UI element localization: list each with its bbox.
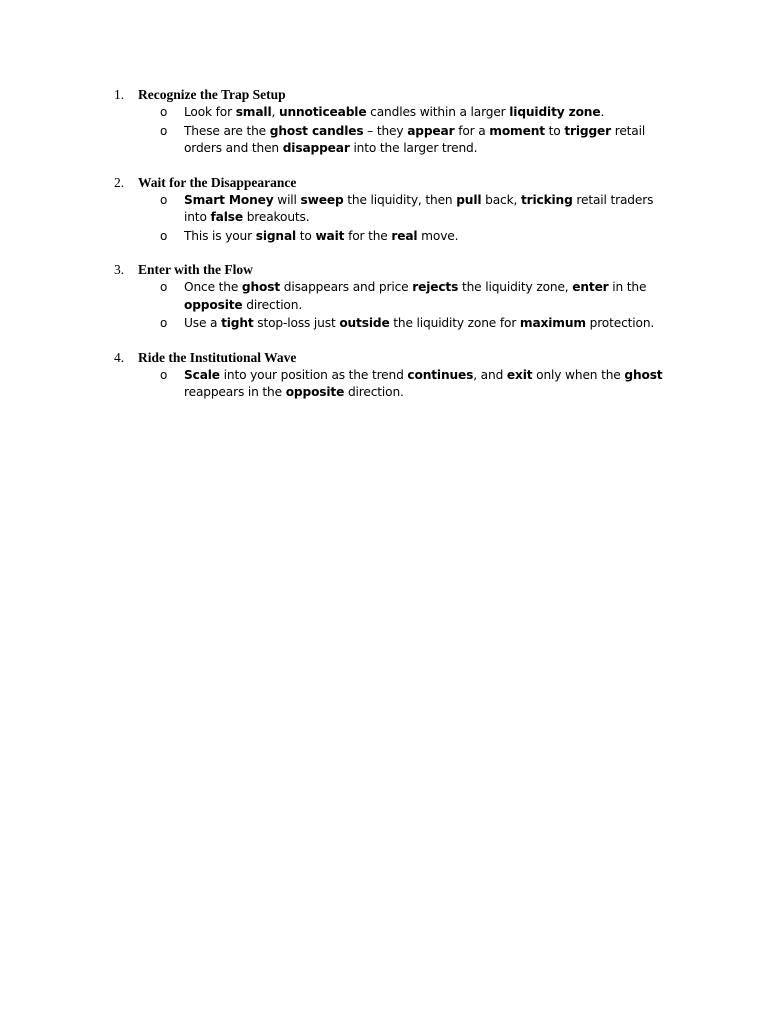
- step-heading: [0, 348, 768, 367]
- bold-term: disappear: [282, 141, 350, 155]
- bold-term: signal: [255, 228, 297, 243]
- step-number: 2.: [114, 174, 125, 190]
- bold-term: continues: [407, 367, 474, 382]
- bullet-item: [0, 123, 676, 158]
- bullet-item: [0, 192, 676, 227]
- numbered-step: [0, 85, 768, 158]
- bold-term: Scale: [184, 367, 220, 382]
- step-title: Wait for the Disappearance: [138, 174, 297, 190]
- bold-term: liquidity zone: [509, 105, 601, 119]
- bold-term: outside: [339, 316, 390, 330]
- bold-term: rejects: [412, 280, 459, 294]
- step-title: Enter with the Flow: [138, 262, 253, 277]
- bullet-circle-icon: o: [160, 280, 168, 294]
- bullet-item: [0, 315, 676, 333]
- text-run: for a: [454, 123, 490, 138]
- bullet-circle-icon: o: [160, 316, 168, 330]
- text-run: ,: [271, 105, 279, 119]
- bold-term: opposite: [184, 297, 243, 312]
- step-title: Recognize the Trap Setup: [138, 87, 286, 102]
- bold-term: tight: [221, 316, 254, 330]
- text-run: Use a: [184, 316, 222, 330]
- text-run: protection.: [585, 316, 655, 330]
- bold-term: tricking: [520, 192, 573, 207]
- bold-term: ghost: [241, 280, 281, 294]
- text-run: back,: [481, 192, 521, 207]
- bullet-list: [0, 279, 768, 333]
- bold-term: sweep: [300, 192, 344, 207]
- bullet-list: [0, 104, 768, 158]
- bold-term: appear: [407, 123, 455, 138]
- bold-term: Smart Money: [184, 192, 274, 207]
- bullet-list: [0, 192, 768, 246]
- bold-term: trigger: [564, 123, 612, 138]
- text-run: – they: [363, 123, 408, 138]
- text-run: breakouts.: [242, 210, 310, 224]
- text-run: retail orders and then: [184, 123, 646, 155]
- step-heading: [0, 173, 768, 192]
- bullet-item: [0, 228, 676, 246]
- text-run: move.: [417, 228, 459, 243]
- text-run: This is your: [184, 228, 256, 243]
- bold-term: ghost: [624, 367, 663, 382]
- numbered-step: [0, 348, 768, 402]
- bold-term: maximum: [519, 316, 586, 330]
- bold-term: moment: [489, 123, 545, 138]
- bold-term: ghost candles: [269, 123, 364, 138]
- bullet-circle-icon: o: [160, 105, 168, 119]
- bold-term: unnoticeable: [278, 105, 367, 119]
- bold-term: real: [391, 228, 418, 243]
- text-run: retail traders into: [184, 192, 654, 224]
- step-heading: [0, 260, 768, 279]
- bullet-circle-icon: o: [160, 123, 168, 138]
- bullet-item: [0, 104, 676, 122]
- text-run: the liquidity, then: [343, 192, 457, 207]
- text-run: for the: [344, 228, 392, 243]
- step-heading: [0, 85, 768, 104]
- bold-term: pull: [456, 192, 482, 207]
- text-run: stop-loss just: [253, 316, 340, 330]
- bullet-circle-icon: o: [160, 192, 168, 207]
- bold-term: exit: [506, 367, 533, 382]
- bullet-circle-icon: o: [160, 228, 168, 243]
- text-run: the liquidity zone,: [458, 280, 573, 294]
- text-run: into your position as the trend: [219, 367, 408, 382]
- bullet-list: [0, 367, 768, 402]
- text-run: direction.: [344, 385, 404, 399]
- text-run: .: [600, 105, 605, 119]
- bold-term: wait: [315, 228, 345, 243]
- numbered-step: [0, 173, 768, 246]
- text-run: disappears and price: [280, 280, 413, 294]
- text-run: in the: [608, 280, 647, 294]
- step-number: 4.: [114, 349, 125, 365]
- text-run: reappears in the: [184, 385, 286, 399]
- bullet-item: [0, 367, 676, 402]
- text-run: to: [296, 228, 316, 243]
- text-run: only when the: [532, 367, 625, 382]
- text-run: , and: [473, 367, 507, 382]
- step-number: 1.: [114, 87, 125, 102]
- text-run: to: [544, 123, 565, 138]
- bold-term: false: [210, 210, 243, 224]
- text-run: will: [273, 192, 301, 207]
- step-number: 3.: [114, 262, 125, 277]
- bullet-circle-icon: o: [160, 367, 168, 382]
- text-run: Once the: [184, 280, 242, 294]
- text-run: These are the: [184, 123, 270, 138]
- bold-term: opposite: [285, 385, 345, 399]
- step-title: Ride the Institutional Wave: [138, 349, 297, 365]
- text-run: direction.: [242, 297, 303, 312]
- text-run: the liquidity zone for: [389, 316, 520, 330]
- bullet-item: [0, 279, 676, 314]
- numbered-step: [0, 260, 768, 333]
- bold-term: enter: [572, 280, 609, 294]
- text-run: candles within a larger: [366, 105, 510, 119]
- bold-term: small: [235, 105, 272, 119]
- text-run: into the larger trend.: [349, 141, 478, 155]
- text-run: Look for: [184, 105, 236, 119]
